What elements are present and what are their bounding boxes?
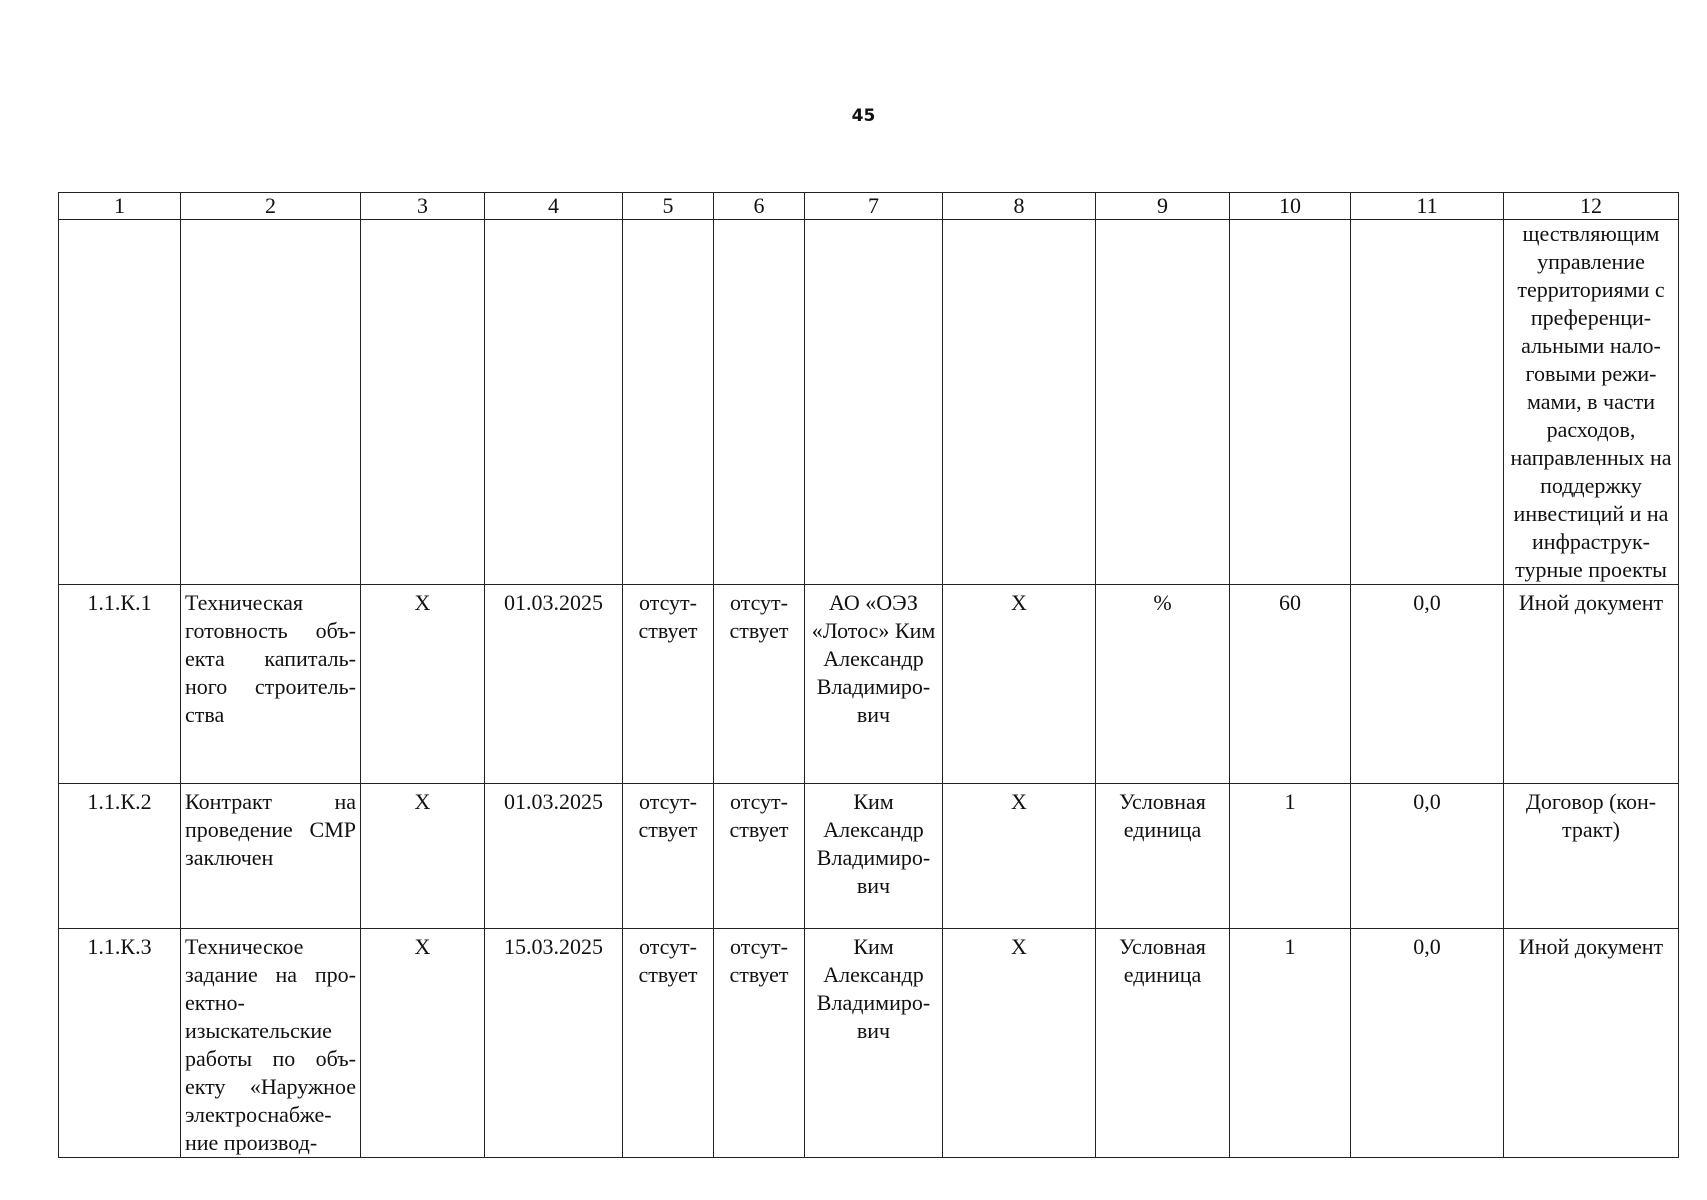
cell-col11: 0,0 — [1351, 784, 1504, 929]
cell-value: 1 — [1230, 929, 1351, 1158]
page-number: 45 — [851, 106, 876, 126]
cell-document: Иной документ — [1504, 585, 1679, 784]
column-header-7: 7 — [805, 193, 943, 220]
cell-empty — [1096, 220, 1230, 585]
cell-empty — [1230, 220, 1351, 585]
cell-col11: 0,0 — [1351, 929, 1504, 1158]
cell-unit: Условная единица — [1096, 929, 1230, 1158]
cell-responsible: АО «ОЭЗ «Лотос» Ким Александр Владимиро-вич — [805, 585, 943, 784]
table-row — [59, 585, 1679, 784]
cell-id: 1.1.К.1 — [59, 585, 181, 784]
cell-unit: % — [1096, 585, 1230, 784]
column-header-6: 6 — [714, 193, 805, 220]
cell-value: 1 — [1230, 784, 1351, 929]
cell-id: 1.1.К.2 — [59, 784, 181, 929]
cell-col6: отсут-ствует — [714, 784, 805, 929]
cell-date: 15.03.2025 — [485, 929, 623, 1158]
cell-responsible: Ким Александр Владимиро-вич — [805, 929, 943, 1158]
cell-document: Договор (кон-тракт) — [1504, 784, 1679, 929]
cell-col3: Х — [361, 784, 485, 929]
cell-empty — [485, 220, 623, 585]
cell-col3: Х — [361, 585, 485, 784]
cell-date: 01.03.2025 — [485, 784, 623, 929]
cell-name: Техническое задание на про-ектно-изыскательские работы по объ-екту «Наружное электроснабже-ние производ- — [181, 929, 361, 1158]
column-header-1: 1 — [59, 193, 181, 220]
cell-empty — [805, 220, 943, 585]
column-header-8: 8 — [943, 193, 1096, 220]
column-header-2: 2 — [181, 193, 361, 220]
cell-responsible: Ким Александр Владимиро-вич — [805, 784, 943, 929]
cell-document-continuation: ществляющим управление территориями с преференци-альными нало-говыми режи-мами, в части расходов, направленных на поддержку инвестиций и на инфраструк-турные проекты — [1504, 220, 1679, 585]
cell-date: 01.03.2025 — [485, 585, 623, 784]
cell-col6: отсут-ствует — [714, 585, 805, 784]
cell-col11: 0,0 — [1351, 585, 1504, 784]
column-header-12: 12 — [1504, 193, 1679, 220]
cell-empty — [181, 220, 361, 585]
column-header-9: 9 — [1096, 193, 1230, 220]
cell-empty — [714, 220, 805, 585]
column-header-4: 4 — [485, 193, 623, 220]
header-row — [59, 193, 1679, 220]
cell-document: Иной документ — [1504, 929, 1679, 1158]
cell-col6: отсут-ствует — [714, 929, 805, 1158]
cell-empty — [1351, 220, 1504, 585]
cell-empty — [361, 220, 485, 585]
cell-col3: Х — [361, 929, 485, 1158]
cell-empty — [59, 220, 181, 585]
continuation-row — [59, 220, 1679, 585]
cell-col5: отсут-ствует — [623, 784, 714, 929]
cell-col8: Х — [943, 929, 1096, 1158]
cell-col5: отсут-ствует — [623, 585, 714, 784]
cell-unit: Условная единица — [1096, 784, 1230, 929]
column-header-11: 11 — [1351, 193, 1504, 220]
cell-empty — [943, 220, 1096, 585]
cell-name: Контракт на проведение СМР заключен — [181, 784, 361, 929]
cell-name: Техническая готовность объ-екта капиталь-ного строитель-ства — [181, 585, 361, 784]
cell-col5: отсут-ствует — [623, 929, 714, 1158]
column-header-3: 3 — [361, 193, 485, 220]
column-header-10: 10 — [1230, 193, 1351, 220]
cell-empty — [623, 220, 714, 585]
column-header-5: 5 — [623, 193, 714, 220]
data-table — [58, 192, 1679, 1158]
cell-value: 60 — [1230, 585, 1351, 784]
cell-col8: Х — [943, 585, 1096, 784]
table-row — [59, 784, 1679, 929]
table-row — [59, 929, 1679, 1158]
cell-id: 1.1.К.3 — [59, 929, 181, 1158]
cell-col8: Х — [943, 784, 1096, 929]
